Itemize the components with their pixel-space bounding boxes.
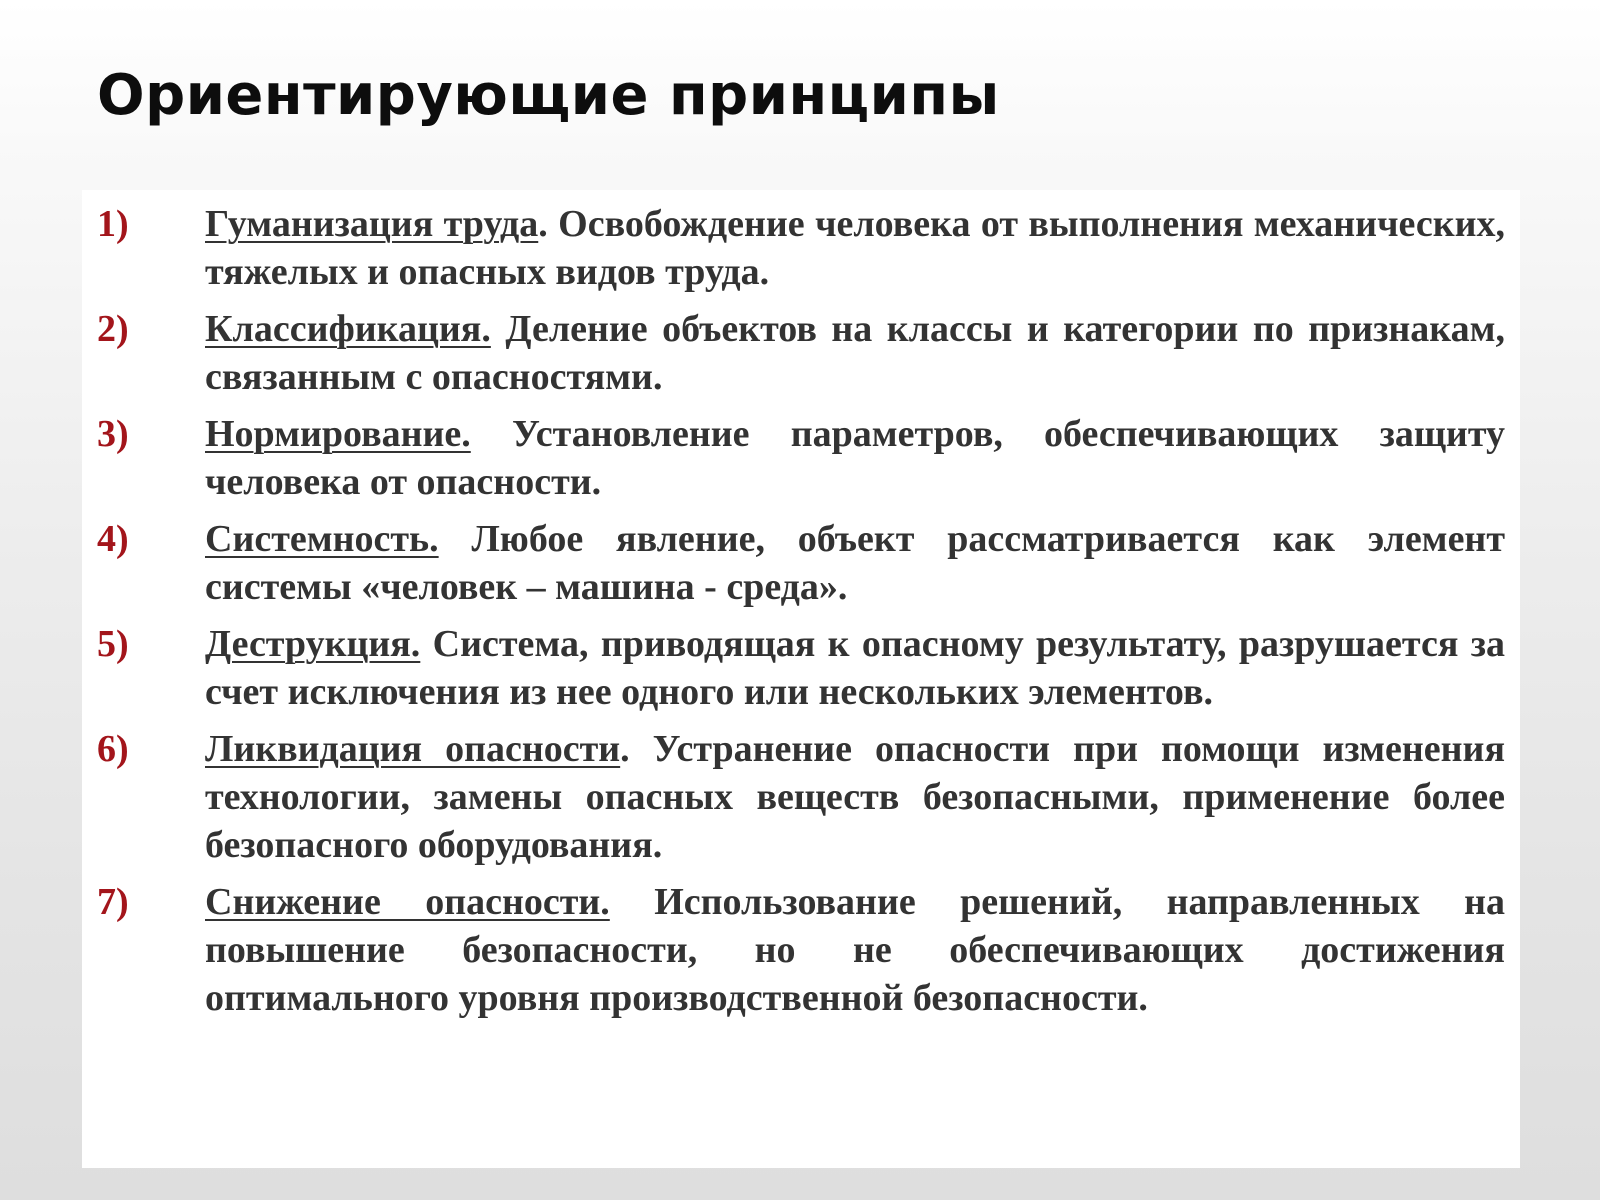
item-number: 1) [97,203,129,245]
list-item-1 [97,200,1505,296]
item-text [205,620,1505,716]
item-description: Любое явление, объект рассматривается как элемент системы «человек – машина - среда». [205,518,1505,608]
principle-list [97,200,1505,1031]
item-description: Система, приводящая к опасному результату, разрушается за счет исключения из нее одного или нескольких элементов. [205,623,1505,713]
slide-title: Ориентирующие принципы [97,63,1000,128]
item-term-suffix: . [538,203,548,245]
list-item-2 [97,305,1505,401]
item-term: Гуманизация труда [205,203,539,245]
item-text [205,878,1505,1022]
item-number: 2) [97,308,129,350]
item-description: Деление объектов на классы и категории по признакам, связанным с опасностями. [205,308,1505,398]
item-description: Установление параметров, обеспечивающих защиту человека от опасности. [205,413,1505,503]
item-text [205,725,1505,869]
item-term: Классификация. [205,308,491,350]
item-text [205,515,1505,611]
item-number: 5) [97,623,129,665]
item-term: Нормирование. [205,413,471,455]
item-description: Освобождение человека от выполнения механических, тяжелых и опасных видов труда. [205,203,1505,293]
item-term-suffix: . [620,728,630,770]
item-term: Снижение опасности. [205,881,610,923]
item-description: Устранение опасности при помощи изменения технологии, замены опасных веществ безопасными, применение более безопасного оборудования. [205,728,1505,866]
item-term: Деструкция. [205,623,421,665]
list-item-4 [97,515,1505,611]
list-item-3 [97,410,1505,506]
item-term: Ликвидация опасности [205,728,621,770]
list-item-7 [97,878,1505,1022]
item-term: Системность. [205,518,439,560]
item-number: 3) [97,413,129,455]
item-text [205,410,1505,506]
item-number: 6) [97,728,129,770]
item-description: Использование решений, направленных на повышение безопасности, но не обеспечивающих достижения оптимального уровня производственной безопасности. [205,881,1506,1019]
list-item-5 [97,620,1505,716]
item-number: 4) [97,518,129,560]
item-text [205,200,1505,296]
item-text [205,305,1505,401]
item-number: 7) [97,881,129,923]
list-item-6 [97,725,1505,869]
